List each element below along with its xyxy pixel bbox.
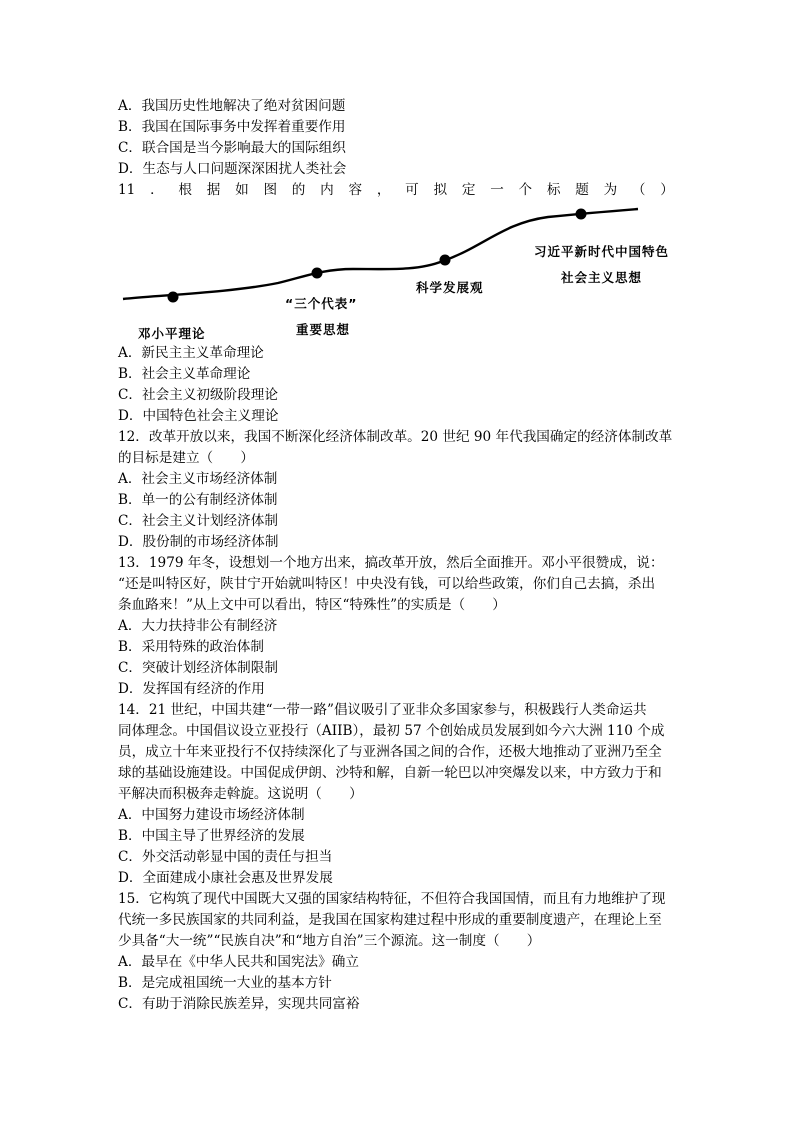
label-xi-thought-1: 习近平新时代中国特色 [534, 244, 670, 259]
q10-option-c: C．联合国是当今影响最大的国际组织 [118, 140, 346, 156]
q11-stem-char: 如 [235, 182, 249, 198]
q11-stem-char: 可 [405, 182, 419, 198]
q11-stem-char: 拟 [433, 182, 448, 198]
q11-stem-char: 定 [461, 182, 476, 198]
q12-stem-line: 12．改革开放以来，我国不断深化经济体制改革。20 世纪 90 年代我国确定的经济体制改革 [118, 429, 673, 445]
label-three-reps-2: 重要思想 [296, 322, 351, 337]
q15-stem-line: 少具备“大一统”“民族自决”和“地方自治”三个源流。这一制度（ ） [118, 933, 541, 949]
q10-option-b: B．我国在国际事务中发挥着重要作用 [118, 119, 346, 135]
q14-option-c: C．外交活动彰显中国的责任与担当 [118, 849, 333, 865]
q11-stem-char: 图 [263, 182, 278, 198]
q11-option-d: D．中国特色社会主义理论 [118, 408, 279, 424]
q15-stem-line: 代统一多民族国家的共同利益，是我国在国家构建过程中形成的重要制度遗产，在理论上至 [118, 912, 662, 928]
q15-option-a: A．最早在《中华人民共和国宪法》确立 [118, 954, 359, 970]
q14-option-b: B．中国主导了世界经济的发展 [118, 828, 305, 844]
q15-option-b: B．是完成祖国统一大业的基本方针 [118, 975, 332, 991]
q12-option-d: D．股份制的市场经济体制 [118, 534, 279, 550]
q11-stem-char: 的 [291, 182, 306, 198]
q13-option-b: B．采用特殊的政治体制 [118, 639, 264, 655]
q10-options [118, 96, 674, 180]
q13-stem-line: “还是叫特区好，陕甘宁开始就叫特区！中央没有钱，可以给些政策，你们自己去搞，杀出 [118, 576, 656, 592]
q11-stem-char: 为 [603, 182, 618, 198]
q13-option-a: A．大力扶持非公有制经济 [118, 618, 278, 634]
timeline-node-three-reps [312, 268, 323, 279]
q12-option-c: C．社会主义计划经济体制 [118, 513, 278, 529]
q11-stem-char: 标 [546, 182, 561, 198]
exam-page [118, 96, 674, 1015]
timeline-node-scientific [440, 255, 451, 266]
q15 [118, 889, 674, 1015]
q11-stem-char: ） [660, 182, 674, 198]
q11-stem [118, 180, 674, 201]
label-three-reps-1: “三个代表” [285, 296, 358, 311]
q11-stem-char: 题 [575, 182, 589, 198]
q11-stem-char: 根 [178, 182, 192, 198]
q15-option-c: C．有助于消除民族差异，实现共同富裕 [118, 996, 360, 1012]
q14-stem-line: 14．21 世纪，中国共建“一带一路”倡议吸引了亚非众多国家参与，积极践行人类命运共 [118, 702, 647, 718]
q14-option-d: D．全面建成小康社会惠及世界发展 [118, 870, 333, 886]
q11-option-b: B．社会主义革命理论 [118, 366, 251, 382]
q12 [118, 427, 674, 553]
q11-stem-char: 一 [490, 182, 504, 198]
timeline-node-deng [168, 292, 179, 303]
q11-stem-char: 据 [206, 182, 221, 198]
q10-option-d: D．生态与人口问题深深困扰人类社会 [118, 161, 347, 177]
q11-stem-char: 11 [118, 182, 136, 198]
timeline-node-xi [576, 209, 587, 220]
q14-stem-line: 员，成立十年来亚投行不仅持续深化了与亚洲各国之间的合作，还极大地推动了亚洲乃至全 [118, 744, 662, 760]
q14-stem-line: 平解决而积极奔走斡旋。这说明（ ） [118, 786, 363, 802]
q11-option-c: C．社会主义初级阶段理论 [118, 387, 278, 403]
q11-theory-timeline-figure [118, 203, 674, 343]
q10-option-a: A．我国历史性地解决了绝对贫困问题 [118, 98, 346, 114]
q11-stem-char: 内 [320, 182, 334, 198]
q11-options [118, 343, 674, 427]
q12-option-a: A．社会主义市场经济体制 [118, 471, 278, 487]
q14 [118, 700, 674, 889]
q14-option-a: A．中国努力建设市场经济体制 [118, 807, 305, 823]
label-deng-theory: 邓小平理论 [138, 326, 206, 341]
q14-stem-line: 球的基础设施建设。中国促成伊朗、沙特和解，自新一轮巴以冲突爆发以来，中方致力于和 [118, 765, 662, 781]
q13-option-d: D．发挥国有经济的作用 [118, 681, 265, 697]
q15-stem-line: 15．它构筑了现代中国既大又强的国家结构特征，不但符合我国国情，而且有力地维护了现 [118, 891, 666, 907]
q12-stem-line: 的目标是建立（ ） [118, 450, 254, 466]
q13-stem-line: 条血路来！”从上文中可以看出，特区“特殊性”的实质是（ ） [118, 597, 506, 613]
q14-stem-line: 同体理念。中国倡议设立亚投行（AIIB），最初 57 个创始成员发展到如今六大洲 110 个成 [118, 723, 665, 739]
q13 [118, 553, 674, 700]
q11-stem-char: ， [376, 182, 391, 198]
q11-stem-char: （ [631, 182, 646, 198]
q13-option-c: C．突破计划经济体制限制 [118, 660, 278, 676]
label-scientific-outlook: 科学发展观 [416, 280, 484, 295]
label-xi-thought-2: 社会主义思想 [561, 270, 643, 285]
q12-option-b: B．单一的公有制经济体制 [118, 492, 278, 508]
q11-stem-char: 容 [348, 182, 363, 198]
q11-stem-char: 个 [518, 182, 533, 198]
q11-option-a: A．新民主主义革命理论 [118, 345, 264, 361]
q11-stem-char: ． [150, 182, 164, 198]
q13-stem-line: 13．1979 年冬，设想划一个地方出来，搞改革开放，然后全面推开。邓小平很赞成，说： [118, 555, 664, 571]
